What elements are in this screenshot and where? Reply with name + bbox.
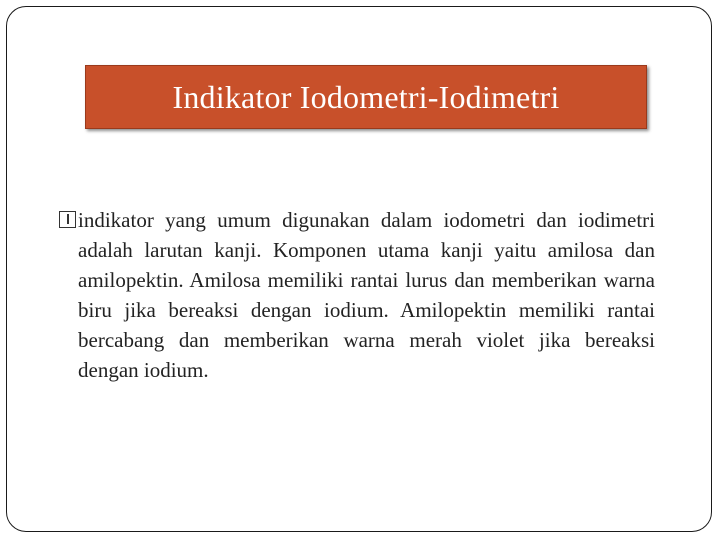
slide-body [55, 205, 655, 385]
bullet-text: indikator yang umum digunakan dalam iodometri dan iodimetri adalah larutan kanji. Komponen utama kanji yaitu amilosa dan amilopektin. Amilosa memiliki rantai lurus dan memberikan warna biru jika bereaksi dengan iodium. Amilopektin memiliki rantai bercabang dan memberikan warna merah violet jika bereaksi dengan iodium. [78, 208, 655, 382]
bullet-paragraph [55, 205, 655, 385]
missing-glyph-box-icon [59, 211, 76, 228]
slide-frame [6, 6, 712, 532]
title-banner [85, 65, 647, 129]
slide-title: Indikator Iodometri-Iodimetri [172, 78, 560, 115]
